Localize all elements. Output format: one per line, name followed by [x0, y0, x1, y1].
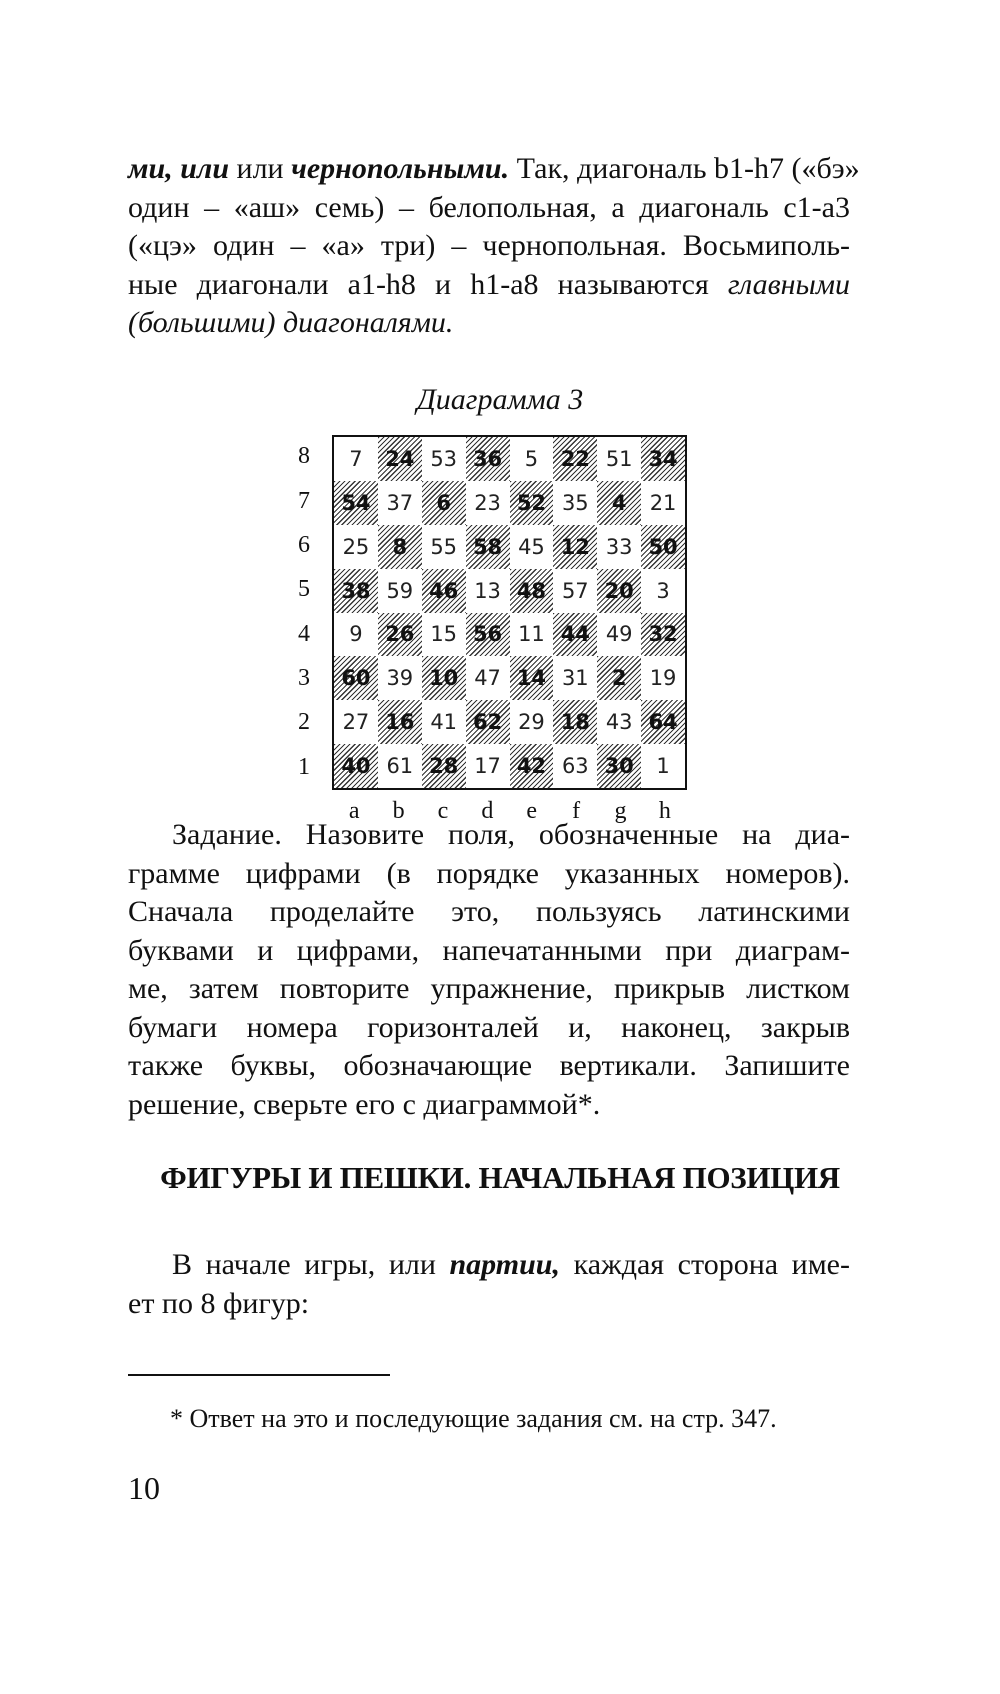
square-number: 9 — [349, 622, 363, 647]
board-square-g8 — [597, 437, 641, 481]
square-number: 29 — [518, 710, 545, 735]
square-number: 33 — [605, 534, 633, 559]
board-square-b3 — [378, 656, 422, 700]
square-number: 8 — [392, 534, 408, 559]
board-square-a4 — [334, 613, 378, 657]
square-number: 11 — [518, 622, 545, 647]
square-number: 53 — [430, 446, 458, 471]
board-square-g7 — [597, 481, 641, 525]
board-square-c4 — [422, 613, 466, 657]
board-square-e8 — [510, 437, 554, 481]
board-square-f8 — [553, 437, 597, 481]
square-number: 64 — [648, 710, 678, 735]
square-number: 35 — [561, 490, 589, 515]
board-square-c1 — [422, 744, 466, 788]
board-square-b1 — [378, 744, 422, 788]
square-number: 5 — [524, 446, 539, 471]
board-square-h4 — [641, 613, 685, 657]
footnote: * Ответ на это и последующие задания см. на стр. 347. — [170, 1404, 777, 1433]
square-number: 19 — [649, 666, 677, 691]
board-square-b5 — [378, 569, 422, 613]
board-square-f3 — [553, 656, 597, 700]
square-number: 22 — [560, 446, 590, 471]
square-number: 58 — [472, 534, 503, 559]
board-square-f1 — [553, 744, 597, 788]
board-square-a7 — [334, 481, 378, 525]
square-number: 49 — [605, 622, 633, 647]
task-paragraph: Задание. Назовите поля, обозначенные на диа- грамме цифрами (в порядке указанных номеров). Сначала проделайте это, пользуясь латинскими буквами и цифрами, напечатанными при диаграм- ме, затем повторите упражнение, прикрыв листком бумаги номера горизонталей и, наконец, закрыв также буквы, обозначающие вертикали. Запишите решение, сверьте его с диаграммой*. — [128, 818, 850, 1121]
board-square-g2 — [597, 700, 641, 744]
square-number: 46 — [429, 578, 459, 603]
square-number: 14 — [516, 666, 547, 691]
square-number: 45 — [518, 534, 545, 559]
square-number: 63 — [561, 754, 589, 779]
square-number: 18 — [560, 710, 590, 735]
board-square-b2 — [378, 700, 422, 744]
square-number: 62 — [472, 710, 503, 735]
board-square-e5 — [510, 569, 554, 613]
square-number: 56 — [472, 622, 503, 647]
square-number: 41 — [430, 710, 458, 735]
square-number: 38 — [341, 578, 371, 603]
rank-label: 4 — [298, 620, 310, 647]
board-square-d4 — [466, 613, 510, 657]
square-number: 1 — [656, 754, 670, 779]
board-square-d2 — [466, 700, 510, 744]
diagram-caption: Диаграмма 3 — [416, 383, 584, 416]
board-square-a3 — [334, 656, 378, 700]
square-number: 31 — [561, 666, 589, 691]
square-number: 21 — [649, 490, 677, 515]
square-number: 27 — [342, 710, 370, 735]
board-square-h1 — [641, 744, 685, 788]
rank-label: 6 — [298, 531, 310, 558]
file-label: d — [481, 798, 494, 824]
square-number: 13 — [474, 578, 501, 603]
square-number: 12 — [560, 534, 590, 559]
board-square-a1 — [334, 744, 378, 788]
board-square-d3 — [466, 656, 510, 700]
board-square-c6 — [422, 525, 466, 569]
square-number: 3 — [656, 578, 670, 603]
square-number: 24 — [385, 446, 415, 471]
square-number: 43 — [605, 710, 633, 735]
board-square-d8 — [466, 437, 510, 481]
board-square-a8 — [334, 437, 378, 481]
square-number: 32 — [648, 622, 678, 647]
board-square-e3 — [510, 656, 554, 700]
board-square-g5 — [597, 569, 641, 613]
board-square-h8 — [641, 437, 685, 481]
chessboard-grid — [332, 435, 687, 790]
section-heading: ФИГУРЫ И ПЕШКИ. НАЧАЛЬНАЯ ПОЗИЦИЯ — [160, 1160, 840, 1195]
square-number: 17 — [474, 754, 501, 779]
square-number: 59 — [386, 578, 414, 603]
board-square-e7 — [510, 481, 554, 525]
square-number: 60 — [341, 666, 371, 691]
board-square-b8 — [378, 437, 422, 481]
square-number: 42 — [516, 754, 547, 779]
rank-label: 3 — [298, 665, 310, 692]
square-number: 25 — [342, 534, 370, 559]
board-square-e1 — [510, 744, 554, 788]
board-square-a6 — [334, 525, 378, 569]
board-square-h5 — [641, 569, 685, 613]
board-square-g3 — [597, 656, 641, 700]
file-label: g — [614, 798, 627, 824]
board-square-d5 — [466, 569, 510, 613]
board-square-g4 — [597, 613, 641, 657]
board-square-h7 — [641, 481, 685, 525]
square-number: 26 — [385, 622, 415, 647]
chess-diagram — [290, 430, 690, 830]
board-square-f7 — [553, 481, 597, 525]
board-square-h6 — [641, 525, 685, 569]
square-number: 51 — [605, 446, 633, 471]
board-square-c3 — [422, 656, 466, 700]
board-square-d7 — [466, 481, 510, 525]
rank-label: 8 — [298, 443, 310, 470]
board-square-f4 — [553, 613, 597, 657]
page-number: 10 — [128, 1470, 160, 1506]
board-square-e6 — [510, 525, 554, 569]
square-number: 44 — [560, 622, 590, 647]
file-label: b — [392, 798, 405, 824]
square-number: 55 — [430, 534, 458, 559]
footnote-rule — [128, 1374, 390, 1376]
square-number: 50 — [648, 534, 678, 559]
board-square-c7 — [422, 481, 466, 525]
board-square-d1 — [466, 744, 510, 788]
file-label: a — [348, 798, 360, 824]
board-square-c8 — [422, 437, 466, 481]
rank-label: 1 — [298, 753, 310, 780]
square-number: 52 — [516, 490, 547, 515]
board-square-a2 — [334, 700, 378, 744]
square-number: 47 — [474, 666, 501, 691]
square-number: 4 — [611, 490, 627, 515]
square-number: 6 — [436, 490, 451, 515]
board-square-b6 — [378, 525, 422, 569]
board-square-h3 — [641, 656, 685, 700]
square-number: 61 — [386, 754, 414, 779]
file-label: e — [526, 798, 538, 824]
board-square-c5 — [422, 569, 466, 613]
square-number: 30 — [604, 754, 634, 779]
square-number: 23 — [474, 490, 501, 515]
rank-label: 5 — [298, 576, 310, 603]
file-label: f — [572, 798, 581, 824]
top-paragraph: ми, или или чернопольными. Так, диагональ b1-h7 («бэ» один – «аш» семь) – белопольная, а диагональ c1-a3 («цэ» один – «а» три) – чернопольная. Восьмиполь- ные диагонали a1-h8 и h1-a8 называются главными (большими) диагоналями. — [128, 152, 860, 339]
square-number: 2 — [611, 666, 627, 691]
board-square-g6 — [597, 525, 641, 569]
board-square-c2 — [422, 700, 466, 744]
square-number: 39 — [386, 666, 414, 691]
square-number: 28 — [429, 754, 459, 779]
square-number: 15 — [430, 622, 458, 647]
square-number: 20 — [604, 578, 634, 603]
square-number: 36 — [472, 446, 503, 471]
board-square-f5 — [553, 569, 597, 613]
rank-label: 2 — [298, 709, 310, 736]
board-square-d6 — [466, 525, 510, 569]
board-square-a5 — [334, 569, 378, 613]
square-number: 37 — [386, 490, 414, 515]
board-square-b4 — [378, 613, 422, 657]
square-number: 10 — [429, 666, 459, 691]
board-square-e4 — [510, 613, 554, 657]
file-label: c — [437, 798, 449, 824]
rank-label: 7 — [298, 487, 310, 514]
square-number: 34 — [648, 446, 678, 471]
file-label: h — [658, 798, 671, 824]
square-number: 40 — [341, 754, 371, 779]
board-square-h2 — [641, 700, 685, 744]
square-number: 16 — [385, 710, 415, 735]
board-square-f6 — [553, 525, 597, 569]
board-square-b7 — [378, 481, 422, 525]
square-number: 7 — [349, 446, 363, 471]
board-square-g1 — [597, 744, 641, 788]
board-square-f2 — [553, 700, 597, 744]
square-number: 54 — [341, 490, 371, 515]
board-square-e2 — [510, 700, 554, 744]
square-number: 57 — [561, 578, 589, 603]
square-number: 48 — [516, 578, 547, 603]
intro-paragraph: В начале игры, или партии, каждая сторона име- ет по 8 фигур: — [128, 1248, 850, 1320]
